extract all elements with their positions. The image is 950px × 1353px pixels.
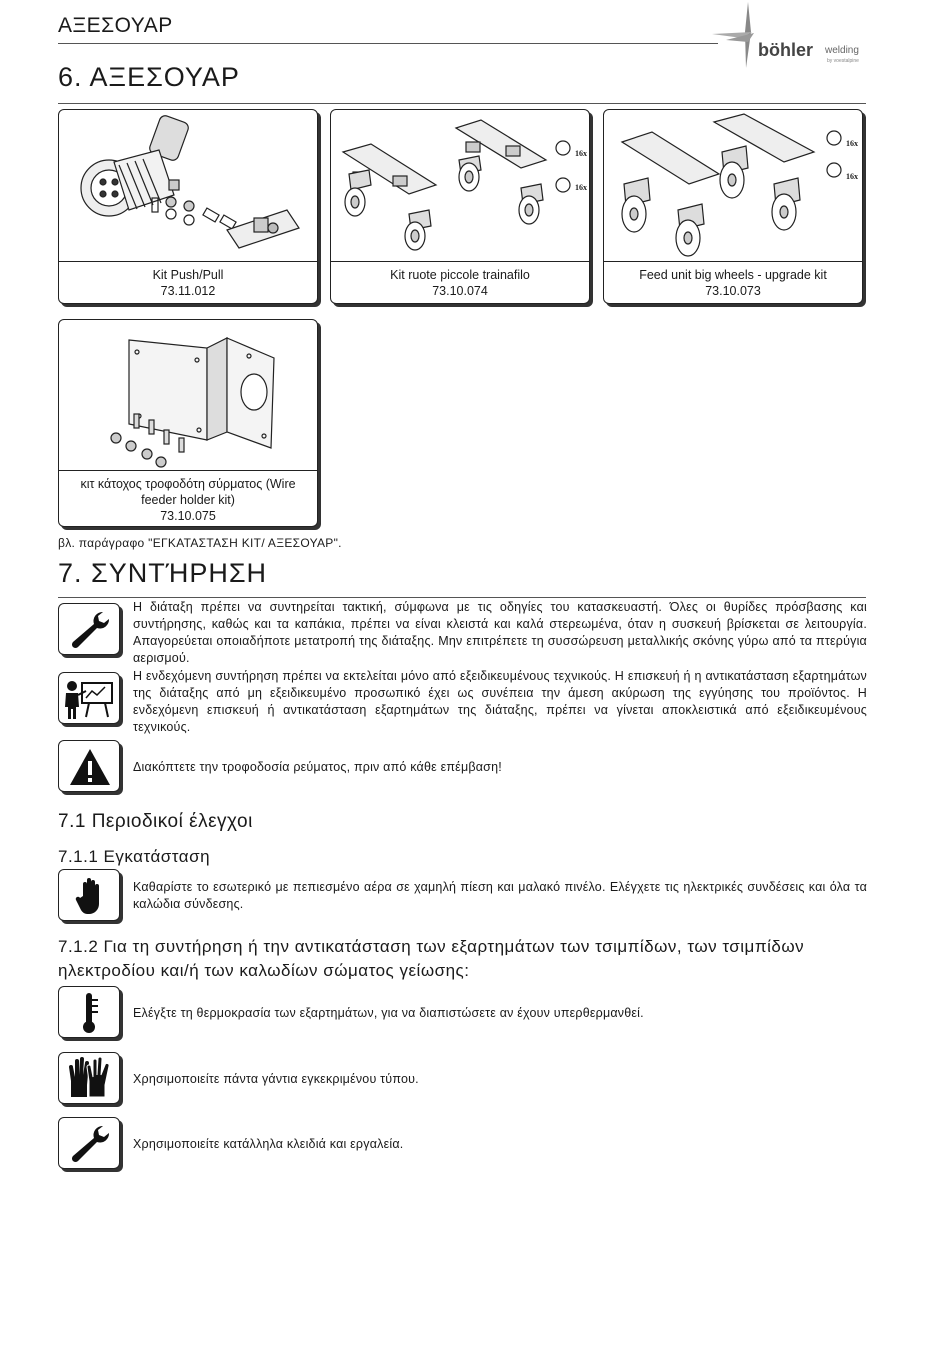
- maintenance-paragraph-1: Η διάταξη πρέπει να συντηρείται τακτική, σύμφωνα με τις οδηγίες του κατασκευαστή. Όλες οι θυρίδες πρόσβασης και συντήρησης, καθώς και τα καπάκια, πρέπει να είναι κλειστά και καλά στερεωμένα, όταν η συσκευή βρίσκεται σε λειτουργία. Απαγορεύεται οποιαδήποτε μετατροπή της διάταξης. Μην επιτρέπετε τη συσσώρευση μεταλλικής σκόνης γύρω από τα πτερύγια αερισμού.: [133, 600, 867, 665]
- thermometer-icon: [59, 987, 121, 1039]
- wire-feeder-holder-kit-image: [59, 320, 317, 470]
- big-wheels-kit-image: [604, 110, 862, 261]
- running-header: ΑΞΕΣΟΥΑΡ: [58, 14, 173, 37]
- tools-text: Χρησιμοποιείτε κατάλληλα κλειδιά και εργαλεία.: [133, 1137, 404, 1151]
- installation-check-text: Καθαρίστε το εσωτερικό με πεπιεσμένο αέρα σε χαμηλή πίεση και μαλακό πινέλο. Ελέγχετε τις ηλεκτρικές συνδέσεις και όλα τα καλώδια σύνδεσης.: [133, 880, 867, 911]
- section7-1-2-title: 7.1.2 Για τη συντήρηση ή την αντικατάσταση των εξαρτημάτων των τσιμπίδων, των τσιμπίδων ηλεκτροδίου και/ή των καλωδίων σώματος γείωσης:: [58, 937, 805, 980]
- gloves-icon-box: [58, 1052, 120, 1104]
- accessory-card-push-pull: [58, 109, 318, 304]
- qty-label-1: 16x: [846, 139, 858, 148]
- hand-stop-icon: [59, 870, 121, 922]
- qty-label-2: 16x: [846, 172, 858, 181]
- accessory-card-small-wheels: [330, 109, 590, 304]
- section7-1-1-title: 7.1.1 Εγκατάσταση: [58, 847, 211, 866]
- logo-word: welding: [825, 45, 859, 56]
- qty-label-2: 16x: [575, 183, 587, 192]
- wrench-icon: [59, 1118, 121, 1170]
- section6-title: 6. ΑΞΕΣΟΥΑΡ: [58, 62, 240, 92]
- card-name-line2: feeder holder kit): [141, 493, 235, 507]
- technician-icon-box: [58, 672, 120, 724]
- thermometer-icon-box: [58, 986, 120, 1038]
- card-name: Feed unit big wheels - upgrade kit: [639, 268, 827, 282]
- section6-note: βλ. παράγραφο "ΕΓΚΑΤΑΣΤΑΣΗ ΚΙΤ/ ΑΞΕΣΟΥΑΡ".: [58, 536, 342, 550]
- power-warning-text: Διακόπτετε την τροφοδοσία ρεύματος, πριν από κάθε επέμβαση!: [133, 760, 502, 774]
- card-code: 73.10.073: [705, 284, 761, 298]
- wrench-icon-box-2: [58, 1117, 120, 1169]
- card-caption: [331, 261, 589, 304]
- logo-sub: by voestalpine: [827, 58, 859, 64]
- small-wheels-kit-image: [331, 110, 589, 261]
- card-code: 73.11.012: [160, 284, 216, 298]
- technician-icon: [59, 673, 121, 725]
- section7-rule: [58, 597, 866, 598]
- maintenance-paragraph-2: Η ενδεχόμενη συντήρηση πρέπει να εκτελείται μόνο από εξειδικευμένους τεχνικούς. Η επισκευή ή η αντικατάσταση εξαρτημάτων της διάταξης από μη εξειδικευμένο προσωπικό έχει ως συνέπεια την άμεση ακύρωση της εγγύησης του προϊόντος. Η ενδεχόμενη επισκευή ή αντικατάσταση εξαρτημάτων της διάταξης, πρέπει να γίνεται αποκλειστικά από εξειδικευμένους τεχνικούς.: [133, 669, 867, 734]
- card-name-line1: κιτ κάτοχος τροφοδότη σύρματος (Wire: [80, 477, 296, 491]
- card-name: Kit Push/Pull: [152, 268, 224, 282]
- warning-icon: [59, 741, 121, 793]
- push-pull-kit-image: [59, 110, 317, 261]
- accessory-card-wire-feeder-holder: [58, 319, 318, 527]
- hand-stop-icon-box: [58, 869, 120, 921]
- bohler-logo: [712, 2, 872, 68]
- card-caption: [59, 470, 317, 527]
- wrench-icon-box: [58, 603, 120, 655]
- section7-title: 7. ΣΥΝΤΉΡΗΣΗ: [58, 558, 268, 588]
- card-caption: [604, 261, 862, 304]
- card-name: Kit ruote piccole trainafilo: [390, 268, 530, 282]
- gloves-text: Χρησιμοποιείτε πάντα γάντια εγκεκριμένου τύπου.: [133, 1072, 419, 1086]
- temperature-check-text: Ελέγξτε τη θερμοκρασία των εξαρτημάτων, για να διαπιστώσετε αν έχουν υπερθερμανθεί.: [133, 1006, 644, 1020]
- gloves-icon: [59, 1053, 121, 1105]
- wrench-icon: [59, 604, 121, 656]
- card-code: 73.10.074: [432, 284, 488, 298]
- section7-1-title: 7.1 Περιοδικοί έλεγχοι: [58, 811, 253, 832]
- qty-label-1: 16x: [575, 149, 587, 158]
- logo-brand: böhler: [758, 40, 814, 60]
- card-code: 73.10.075: [160, 509, 216, 523]
- warning-icon-box: [58, 740, 120, 792]
- accessory-card-big-wheels: [603, 109, 863, 304]
- section6-rule: [58, 103, 866, 104]
- card-caption: [59, 261, 317, 304]
- header-rule: [58, 43, 718, 44]
